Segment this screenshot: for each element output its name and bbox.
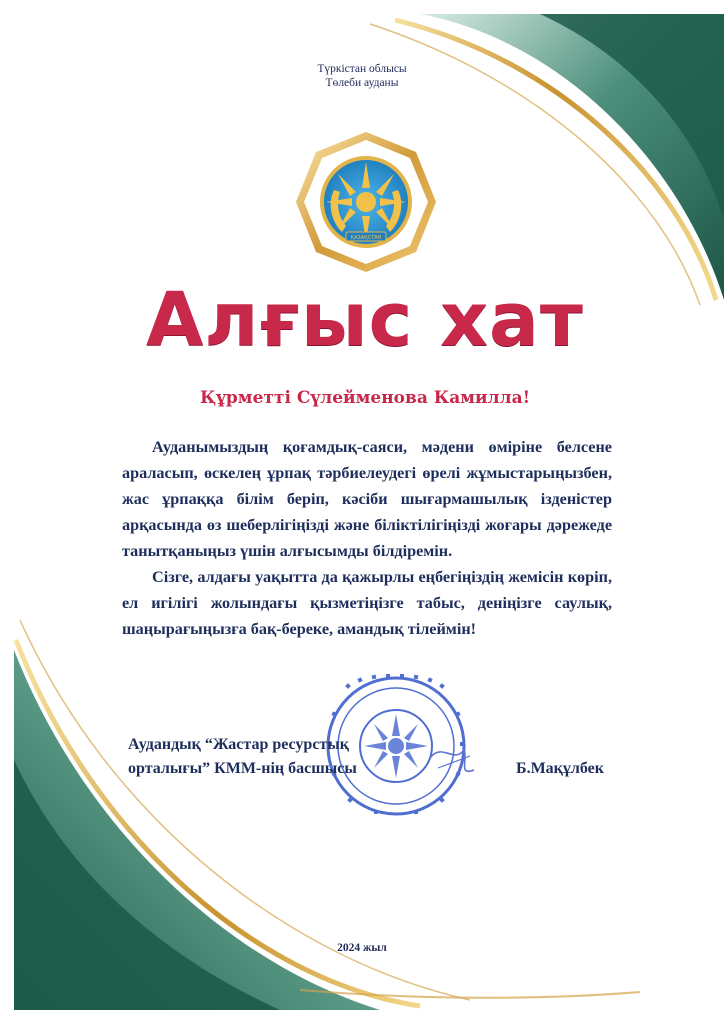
signature-line-1: Аудандық “Жастар ресурстық — [128, 736, 349, 753]
kazakhstan-emblem-icon — [292, 128, 440, 276]
region-line-2: Төлеби ауданы — [325, 77, 399, 89]
region-line-1: Түркістан облысы — [317, 63, 407, 75]
letter-body — [122, 434, 612, 642]
signature-block — [128, 733, 428, 781]
signer-name: Б.Мақұлбек — [516, 760, 604, 777]
document-title: Алғыс хат — [146, 277, 584, 363]
body-paragraph-1: Ауданымыздың қоғамдық-саяси, мәдени өміріне белсене араласып, өскелең ұрпақ тәрбиелеудегі өрелі жұмыстарыңызбен, жас ұрпаққа білім беріп, кәсіби шығармашылық ізденістер арқасында өз шеберлігіңізді және біліктілігіңізді жоғары дәрежеде танытқаныңыз үшін алғысымды білдіремін. — [122, 438, 612, 560]
greeting: Құрметті Сүлейменова Камилла! — [199, 388, 531, 408]
region-header — [312, 62, 412, 90]
signature-line-2: орталығы” КММ-нің басшысы — [128, 760, 357, 777]
body-paragraph-2: Сізге, алдағы уақытта да қажырлы еңбегіңіздің жемісін көріп, ел игілігі жолындағы қызметіңізге табыс, деніңізге саулық, шаңырағыңызға бақ-береке, амандық тілеймін! — [122, 568, 612, 638]
document-year: 2024 жыл — [337, 942, 387, 954]
emblem-label: ҚАЗАҚСТАН — [350, 235, 382, 241]
